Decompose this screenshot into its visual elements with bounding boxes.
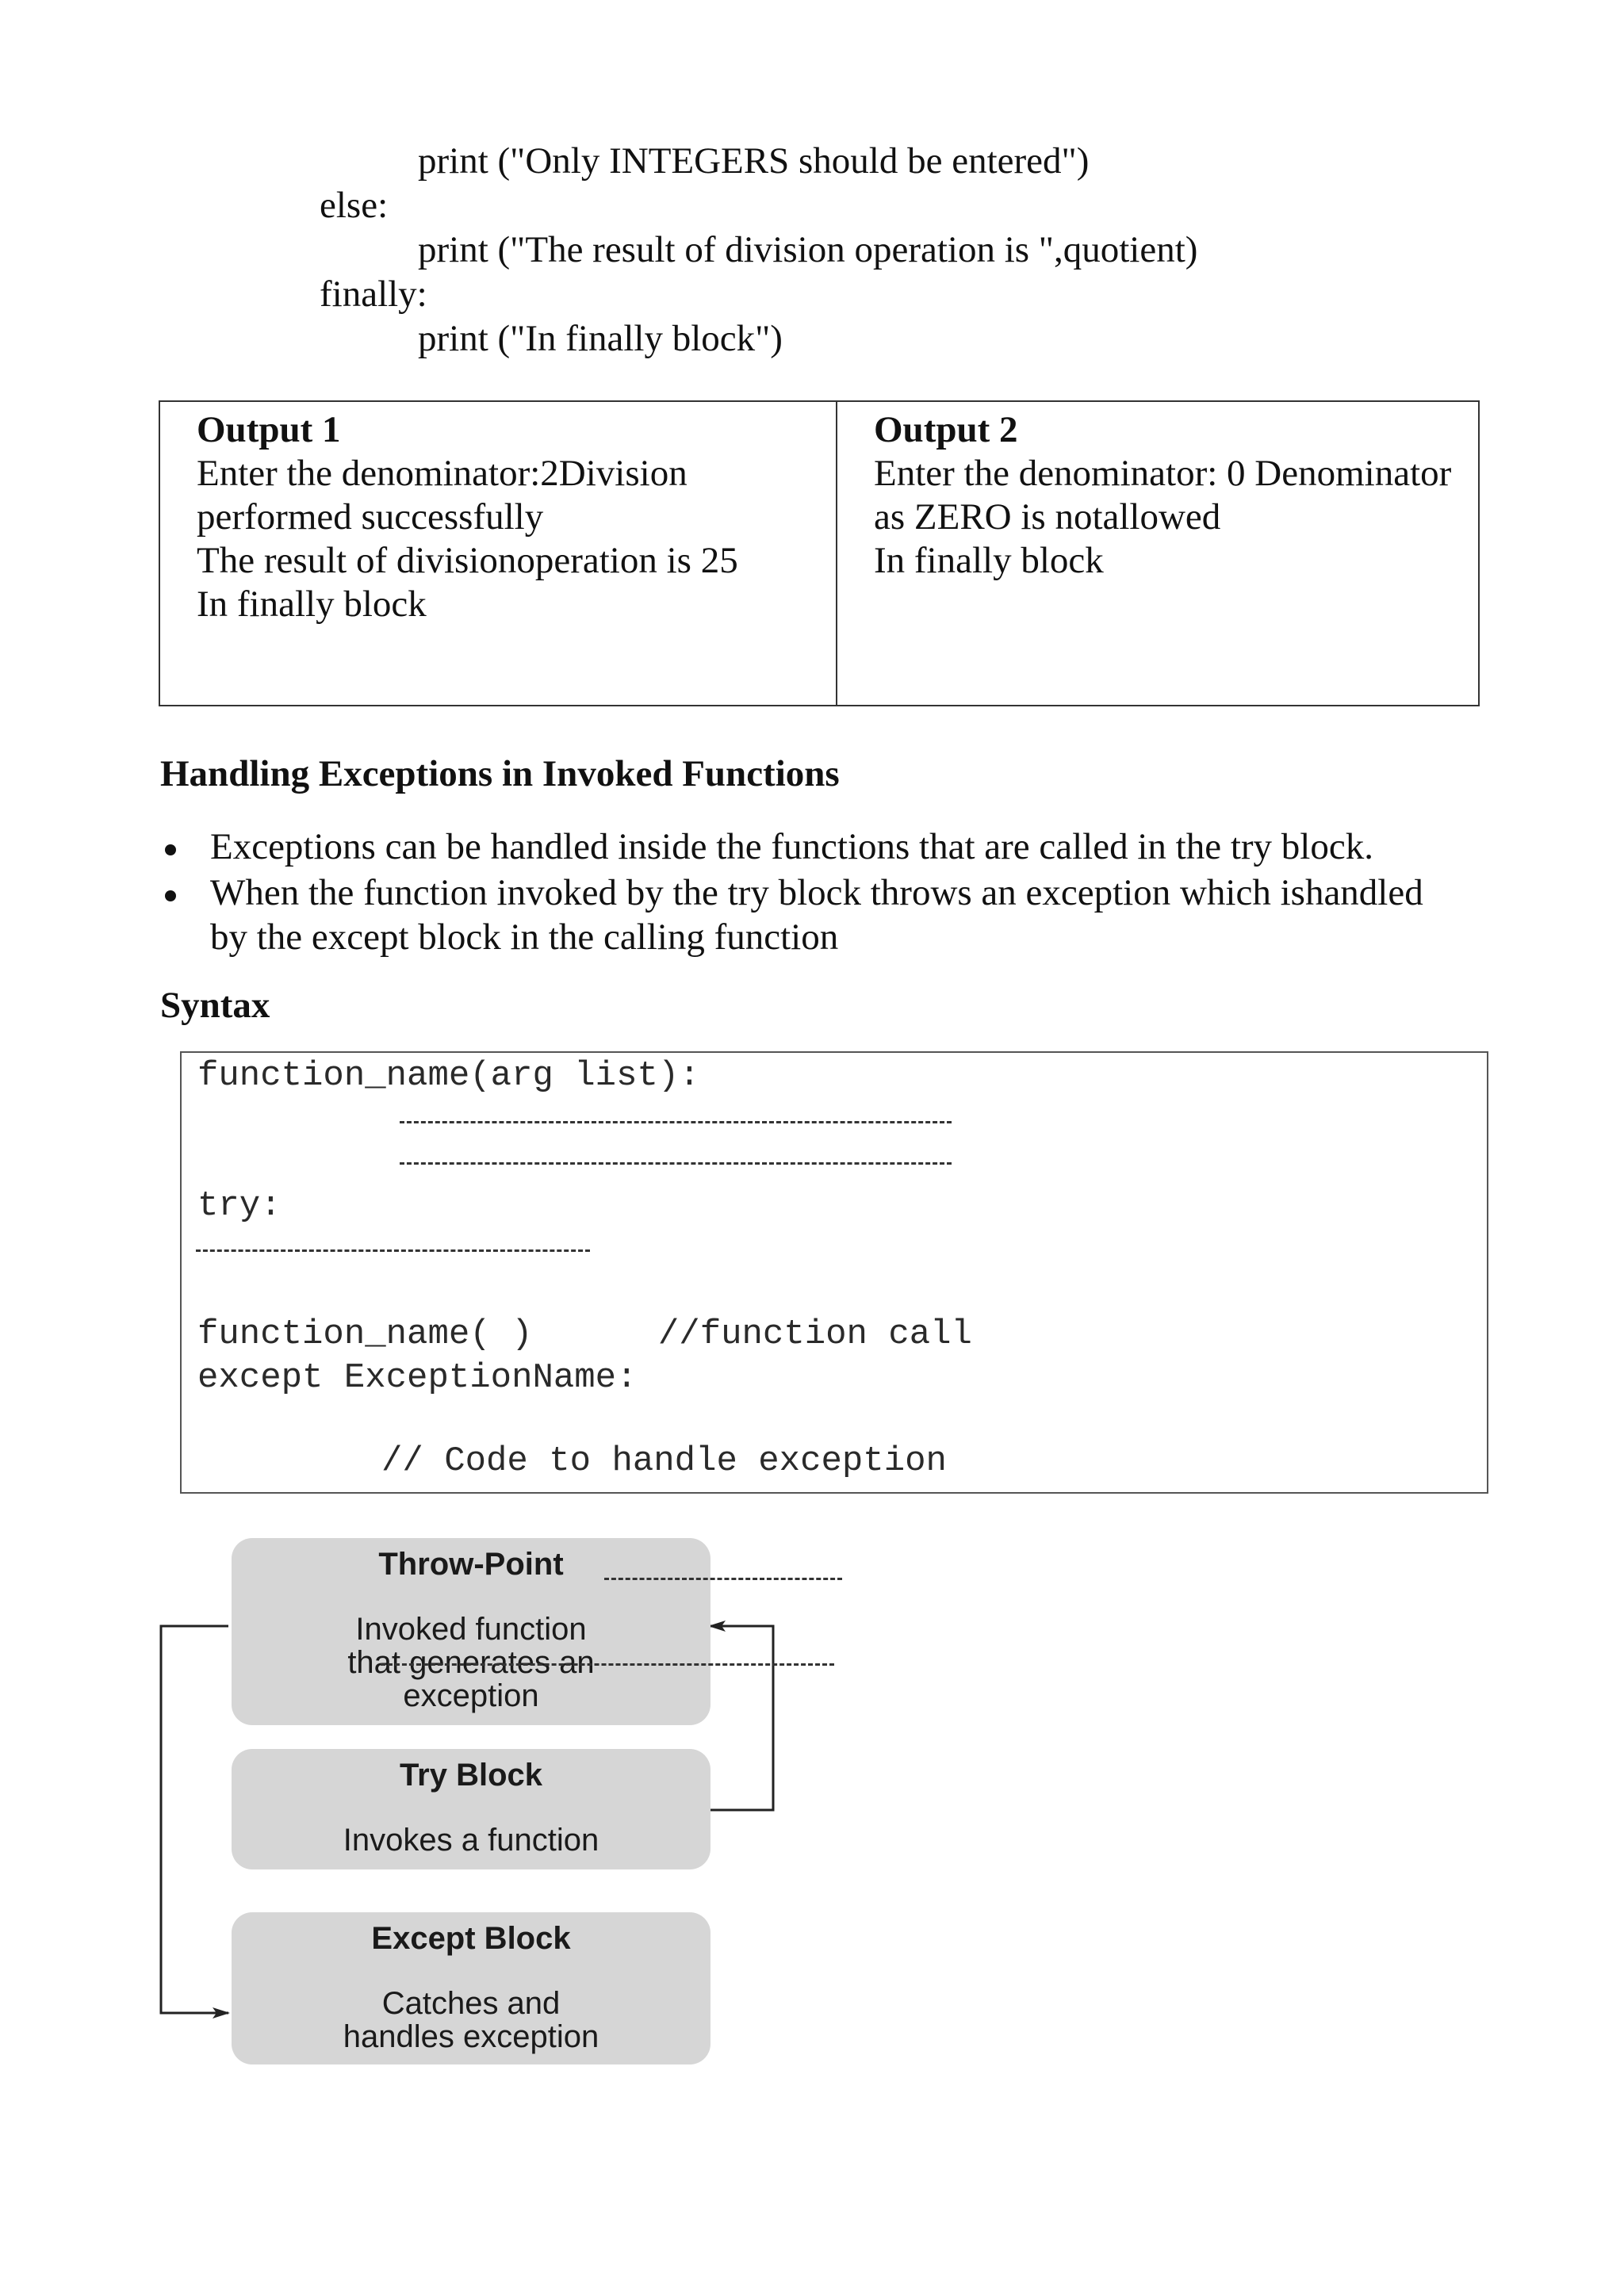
output-2-line: as ZERO is notallowed (874, 496, 1221, 538)
bullet-1-text: Exceptions can be handled inside the functions that are called in the try block. (210, 826, 1373, 867)
syntax-line-try: try: (197, 1186, 282, 1226)
output-1-line: In finally block (197, 584, 427, 625)
output-1-line: The result of divisionoperation is 25 (197, 540, 738, 581)
output-1-line: performed successfully (197, 496, 544, 538)
bullet-2-text: When the function invoked by the try block throws an exception which ishandled (210, 872, 1423, 913)
output-2-line: Enter the denominator: 0 Denominator (874, 453, 1452, 494)
try-to-throw-arrow (708, 1626, 773, 1810)
throw-point-title: Throw-Point (378, 1547, 564, 1582)
except-block-line: handles exception (343, 2019, 599, 2054)
throw-point-line: exception (403, 1678, 539, 1713)
syntax-line-handle-comment: // Code to handle exception (381, 1441, 947, 1481)
try-block-line: Invokes a function (343, 1823, 599, 1858)
syntax-line-function-def: function_name(arg list): (197, 1056, 700, 1096)
except-block-line: Catches and (381, 1986, 561, 2021)
syntax-line-except: except ExceptionName: (197, 1358, 638, 1398)
section-heading: Handling Exceptions in Invoked Functions (160, 753, 840, 794)
throw-point-box (232, 1538, 710, 1725)
code-line-print-result: print ("The result of division operation is ",quotient) (418, 229, 1198, 270)
throw-point-line: Invoked function (355, 1612, 587, 1647)
output-2-title: Output 2 (874, 409, 1018, 450)
try-block-title: Try Block (399, 1758, 543, 1793)
except-block-title: Except Block (371, 1921, 571, 1956)
code-line-finally: finally: (320, 274, 427, 315)
output-1-title: Output 1 (197, 409, 341, 450)
output-1-line: Enter the denominator:2Division (197, 453, 688, 494)
try-block-box (232, 1749, 710, 1869)
throw-point-line: that generates an (347, 1645, 595, 1680)
code-line-print-finally: print ("In finally block") (418, 318, 783, 359)
code-line-else: else: (320, 185, 389, 226)
bullet-2-text-cont: by the except block in the calling function (210, 916, 839, 958)
output-2-line: In finally block (874, 540, 1104, 581)
throw-to-except-arrow (161, 1626, 228, 2013)
syntax-label: Syntax (160, 985, 270, 1026)
syntax-line-function-call: function_name( ) //function call (197, 1314, 972, 1354)
except-block-box (232, 1912, 710, 2064)
code-line-print-integers: print ("Only INTEGERS should be entered") (418, 140, 1090, 182)
dashed-line (604, 1578, 842, 1580)
dashed-line (381, 1663, 834, 1666)
